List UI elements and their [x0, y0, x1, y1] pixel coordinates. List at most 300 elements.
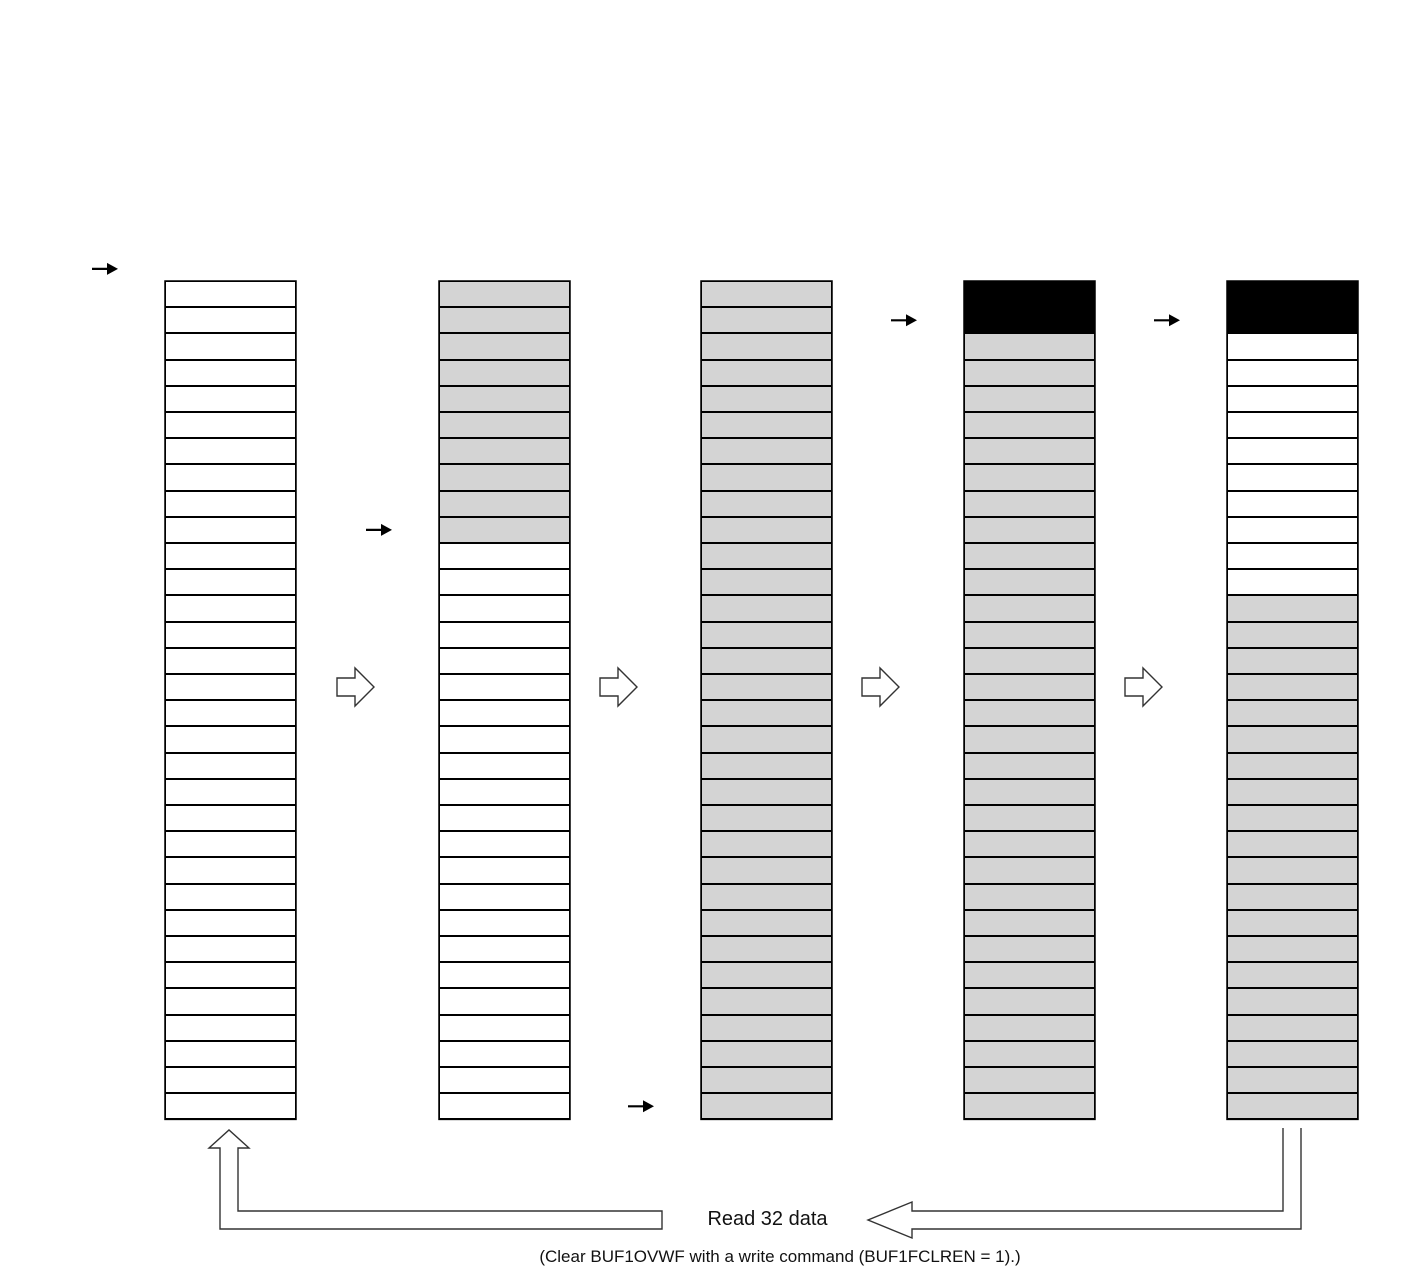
page-index	[1164, 884, 1204, 910]
fifo-cell	[701, 595, 832, 621]
fifo-cell	[701, 412, 832, 438]
fifo-cell	[1227, 857, 1358, 883]
page-index	[1164, 700, 1204, 726]
fifo-cell	[165, 360, 296, 386]
page-index	[376, 779, 416, 805]
page-index	[376, 333, 416, 359]
fifo-cell	[1227, 988, 1358, 1014]
fifo-cell	[964, 857, 1095, 883]
fifo-cell	[439, 936, 570, 962]
page-index	[638, 726, 678, 752]
page-index	[102, 464, 142, 490]
return-arrow-left	[209, 1130, 662, 1229]
page-index	[376, 281, 416, 307]
fifo-cell	[439, 831, 570, 857]
fifo-cell	[165, 307, 296, 333]
page-index	[901, 805, 941, 831]
transition-arrow	[1125, 668, 1162, 706]
page-index	[1164, 910, 1204, 936]
page-index	[102, 1093, 142, 1119]
fifo-cell	[1227, 622, 1358, 648]
page-index	[638, 884, 678, 910]
page-index	[102, 1067, 142, 1093]
fifo-cell	[964, 517, 1095, 543]
fifo-cell	[964, 464, 1095, 490]
page-index	[376, 622, 416, 648]
fifo-cell	[701, 674, 832, 700]
page-index	[638, 936, 678, 962]
page-index	[1164, 517, 1204, 543]
page-index	[376, 857, 416, 883]
fifo-cell	[701, 1041, 832, 1067]
page-index	[1164, 333, 1204, 359]
fifo-cell	[439, 622, 570, 648]
fifo-cell	[439, 543, 570, 569]
fifo-cell	[1227, 962, 1358, 988]
page-index	[638, 1041, 678, 1067]
fifo-cell	[1227, 831, 1358, 857]
fifo-cell	[701, 831, 832, 857]
page-index	[1164, 281, 1204, 307]
page-index	[638, 491, 678, 517]
page-index	[1164, 360, 1204, 386]
page-index	[1164, 936, 1204, 962]
fifo-cell	[1227, 674, 1358, 700]
fifo-cell	[701, 517, 832, 543]
page-index	[102, 412, 142, 438]
page-index	[376, 1067, 416, 1093]
page-index	[638, 1093, 678, 1119]
fifo-cell	[439, 857, 570, 883]
page-index	[901, 884, 941, 910]
page-index	[1164, 595, 1204, 621]
fifo-cell	[165, 674, 296, 700]
page-index	[901, 779, 941, 805]
fifo-cell	[439, 281, 570, 307]
page-index	[901, 464, 941, 490]
fifo-cell	[964, 491, 1095, 517]
page-index	[102, 674, 142, 700]
page-index	[102, 753, 142, 779]
fifo-cell	[701, 910, 832, 936]
fifo-cell	[1227, 805, 1358, 831]
transition-arrow	[862, 668, 899, 706]
page-index	[638, 700, 678, 726]
fifo-cell	[701, 569, 832, 595]
page-index	[638, 805, 678, 831]
page-index	[102, 517, 142, 543]
page-index	[102, 884, 142, 910]
page-index	[102, 726, 142, 752]
fifo-cell	[964, 884, 1095, 910]
fifo-cell	[701, 1015, 832, 1041]
fifo-cell	[964, 700, 1095, 726]
fifo-cell	[165, 517, 296, 543]
fifo-cell	[964, 910, 1095, 936]
page-index	[1164, 1093, 1204, 1119]
page-index	[376, 307, 416, 333]
fifo-cell	[1227, 910, 1358, 936]
page-index	[102, 255, 142, 281]
page-index	[901, 491, 941, 517]
page-index	[102, 648, 142, 674]
fifo-cell	[439, 1093, 570, 1119]
page-index	[901, 648, 941, 674]
page-index	[1164, 438, 1204, 464]
page-index	[1164, 648, 1204, 674]
page-index	[1164, 726, 1204, 752]
fifo-cell	[964, 988, 1095, 1014]
page-index	[376, 831, 416, 857]
fifo-cell	[1227, 307, 1358, 333]
page-index	[376, 517, 416, 543]
fifo-cell	[964, 622, 1095, 648]
fifo-cell	[165, 464, 296, 490]
fifo-cell	[439, 962, 570, 988]
page-index	[102, 307, 142, 333]
page-index	[1164, 307, 1204, 333]
fifo-cell	[964, 674, 1095, 700]
fifo-cell	[439, 307, 570, 333]
page-index	[376, 726, 416, 752]
page-index	[901, 543, 941, 569]
page-index	[102, 962, 142, 988]
page-index	[901, 438, 941, 464]
fifo-cell	[165, 753, 296, 779]
fifo-cell	[964, 753, 1095, 779]
page-index	[901, 1067, 941, 1093]
fifo-cell	[165, 962, 296, 988]
page-index	[1164, 491, 1204, 517]
page-index	[638, 307, 678, 333]
fifo-cell	[439, 1015, 570, 1041]
fifo-cell	[701, 360, 832, 386]
page-index	[102, 438, 142, 464]
page-index	[102, 831, 142, 857]
fifo-cell	[964, 543, 1095, 569]
page-index	[901, 1041, 941, 1067]
fifo-cell	[439, 464, 570, 490]
fifo-cell	[439, 569, 570, 595]
fifo-cell	[1227, 1015, 1358, 1041]
fifo-cell	[701, 726, 832, 752]
page-index	[376, 464, 416, 490]
page-index	[901, 674, 941, 700]
fifo-cell	[165, 779, 296, 805]
page-index	[638, 779, 678, 805]
page-index	[1164, 622, 1204, 648]
page-index	[638, 543, 678, 569]
fifo-cell	[439, 491, 570, 517]
page-index	[376, 805, 416, 831]
page-index	[102, 1015, 142, 1041]
page-index	[638, 753, 678, 779]
page-index	[376, 491, 416, 517]
page-index	[376, 674, 416, 700]
page-index	[102, 988, 142, 1014]
page-index	[376, 569, 416, 595]
fifo-cell	[165, 595, 296, 621]
fifo-cell	[701, 936, 832, 962]
page-index	[376, 936, 416, 962]
fifo-cell	[439, 884, 570, 910]
fifo-cell	[439, 988, 570, 1014]
fifo-cell	[165, 569, 296, 595]
page-index	[901, 831, 941, 857]
page-index	[638, 517, 678, 543]
fifo-cell	[701, 962, 832, 988]
fifo-cell	[439, 386, 570, 412]
page-index	[1164, 674, 1204, 700]
page-index	[1164, 753, 1204, 779]
page-index	[102, 936, 142, 962]
fifo-cell	[1227, 1067, 1358, 1093]
page-index	[638, 360, 678, 386]
fifo-cell	[1227, 1093, 1358, 1119]
fifo-cell	[165, 726, 296, 752]
fifo-cell	[165, 1067, 296, 1093]
fifo-cell	[964, 386, 1095, 412]
fifo-cell	[165, 936, 296, 962]
fifo-cell	[964, 936, 1095, 962]
fifo-cell	[165, 412, 296, 438]
page-index	[901, 910, 941, 936]
fifo-cell	[1227, 438, 1358, 464]
page-index	[1164, 1015, 1204, 1041]
page-index	[376, 543, 416, 569]
fifo-cell	[701, 753, 832, 779]
fifo-cell	[1227, 281, 1358, 307]
page-index	[1164, 255, 1204, 281]
page-index	[901, 386, 941, 412]
page-index	[376, 360, 416, 386]
page-index	[376, 1041, 416, 1067]
page-index	[376, 884, 416, 910]
fifo-cell	[701, 386, 832, 412]
fifo-cell	[165, 700, 296, 726]
clear-buf1ovwf-note: (Clear BUF1OVWF with a write command (BUF1FCLREN = 1).)	[539, 1247, 1021, 1266]
page-index	[376, 386, 416, 412]
fifo-cell	[701, 543, 832, 569]
fifo-cell	[165, 805, 296, 831]
fifo-cell	[439, 1067, 570, 1093]
fifo-cell	[165, 1015, 296, 1041]
fifo-cell	[1227, 412, 1358, 438]
fifo-cell	[1227, 884, 1358, 910]
fifo-cell	[964, 569, 1095, 595]
fifo-cell	[439, 1041, 570, 1067]
fifo-cell	[964, 726, 1095, 752]
fifo-cell	[1227, 936, 1358, 962]
fifo-cell	[165, 988, 296, 1014]
fifo-cell	[1227, 753, 1358, 779]
page-index	[638, 1015, 678, 1041]
fifo-cell	[165, 438, 296, 464]
page-index	[102, 622, 142, 648]
page-index	[376, 700, 416, 726]
return-arrow-right	[868, 1128, 1301, 1238]
fifo-cell	[964, 438, 1095, 464]
page-index	[376, 438, 416, 464]
fifo-cell	[701, 1093, 832, 1119]
fifo-cell	[1227, 726, 1358, 752]
fifo-cell	[964, 805, 1095, 831]
fifo-cell	[1227, 700, 1358, 726]
page-index	[901, 726, 941, 752]
fifo-cell	[1227, 491, 1358, 517]
fifo-cell	[439, 595, 570, 621]
fifo-cell	[964, 281, 1095, 307]
fifo-cell	[701, 622, 832, 648]
fifo-cell	[964, 1015, 1095, 1041]
page-index	[1164, 1067, 1204, 1093]
page-index	[638, 255, 678, 281]
page-index	[1164, 386, 1204, 412]
page-index	[638, 674, 678, 700]
page-index	[638, 464, 678, 490]
page-index	[102, 569, 142, 595]
fifo-cell	[165, 333, 296, 359]
fifo-cell	[964, 648, 1095, 674]
fifo-cell	[439, 412, 570, 438]
page-index	[638, 857, 678, 883]
page-index	[638, 595, 678, 621]
page-index	[638, 962, 678, 988]
fifo-cell	[165, 281, 296, 307]
fifo-cell	[964, 1067, 1095, 1093]
fifo-cell	[701, 779, 832, 805]
page-index	[1164, 962, 1204, 988]
fifo-cell	[1227, 569, 1358, 595]
fifo-cell	[701, 1067, 832, 1093]
page-index	[901, 936, 941, 962]
page-index	[901, 412, 941, 438]
page-index	[638, 1067, 678, 1093]
fifo-cell	[964, 1041, 1095, 1067]
page-index	[1164, 543, 1204, 569]
fifo-cell	[165, 491, 296, 517]
page-index	[901, 517, 941, 543]
fifo-cell	[701, 491, 832, 517]
fifo-cell	[964, 1093, 1095, 1119]
page-index	[102, 700, 142, 726]
fifo-cell	[701, 857, 832, 883]
page-index	[901, 281, 941, 307]
fifo-cell	[439, 438, 570, 464]
page-index	[901, 622, 941, 648]
fifo-cell	[439, 753, 570, 779]
page-index	[901, 255, 941, 281]
fifo-cell	[964, 360, 1095, 386]
page-index	[102, 360, 142, 386]
page-index	[1164, 412, 1204, 438]
transition-arrow	[337, 668, 374, 706]
page-index	[901, 857, 941, 883]
page-index	[376, 595, 416, 621]
fifo-cell	[439, 648, 570, 674]
page-index	[901, 307, 941, 333]
page-index	[901, 988, 941, 1014]
fifo-cell	[165, 543, 296, 569]
page-index	[102, 1041, 142, 1067]
fifo-cell	[701, 333, 832, 359]
page-index	[638, 831, 678, 857]
page-index	[102, 595, 142, 621]
page-index	[376, 910, 416, 936]
fifo-cell	[165, 1093, 296, 1119]
fifo-cell	[165, 622, 296, 648]
page-index	[638, 386, 678, 412]
fifo-cell	[964, 831, 1095, 857]
fifo-cell	[701, 281, 832, 307]
page-index	[901, 962, 941, 988]
page-index	[638, 569, 678, 595]
page-index	[1164, 857, 1204, 883]
fifo-cell	[1227, 779, 1358, 805]
fifo-cell	[165, 910, 296, 936]
page-index	[1164, 569, 1204, 595]
fifo-cell	[1227, 464, 1358, 490]
page-index	[638, 988, 678, 1014]
page-index	[1164, 1041, 1204, 1067]
page-index	[1164, 831, 1204, 857]
page-index	[638, 412, 678, 438]
fifo-cell	[1227, 1041, 1358, 1067]
page-index	[376, 988, 416, 1014]
page-index	[638, 333, 678, 359]
fifo-cell	[439, 674, 570, 700]
fifo-cell	[1227, 595, 1358, 621]
fifo-cell	[1227, 333, 1358, 359]
fifo-cell	[165, 884, 296, 910]
fifo-cell	[439, 333, 570, 359]
fifo-cell	[964, 307, 1095, 333]
fifo-cell	[701, 464, 832, 490]
fifo-cell	[701, 438, 832, 464]
page-index	[901, 360, 941, 386]
fifo-cell	[1227, 517, 1358, 543]
fifo-cell	[439, 360, 570, 386]
fifo-cell	[701, 700, 832, 726]
page-index	[376, 1015, 416, 1041]
page-index	[638, 281, 678, 307]
fifo-cell	[439, 726, 570, 752]
fifo-cell	[165, 648, 296, 674]
page-index	[376, 412, 416, 438]
page-index	[376, 753, 416, 779]
page-index	[102, 386, 142, 412]
fifo-cell	[1227, 648, 1358, 674]
page-index	[1164, 464, 1204, 490]
fifo-cell	[964, 333, 1095, 359]
page-index	[901, 753, 941, 779]
page-index	[1164, 805, 1204, 831]
page-index	[102, 491, 142, 517]
fifo-cell	[165, 386, 296, 412]
transition-arrow	[600, 668, 637, 706]
fifo-cell	[165, 857, 296, 883]
fifo-cell	[439, 517, 570, 543]
fifo-cell	[701, 988, 832, 1014]
fifo-cell	[439, 700, 570, 726]
page-index	[901, 1015, 941, 1041]
page-index	[901, 333, 941, 359]
fifo-cell	[1227, 386, 1358, 412]
read-32-data-label: Read 32 data	[707, 1208, 828, 1230]
fifo-cell	[701, 307, 832, 333]
page-index	[901, 700, 941, 726]
page-index	[638, 648, 678, 674]
